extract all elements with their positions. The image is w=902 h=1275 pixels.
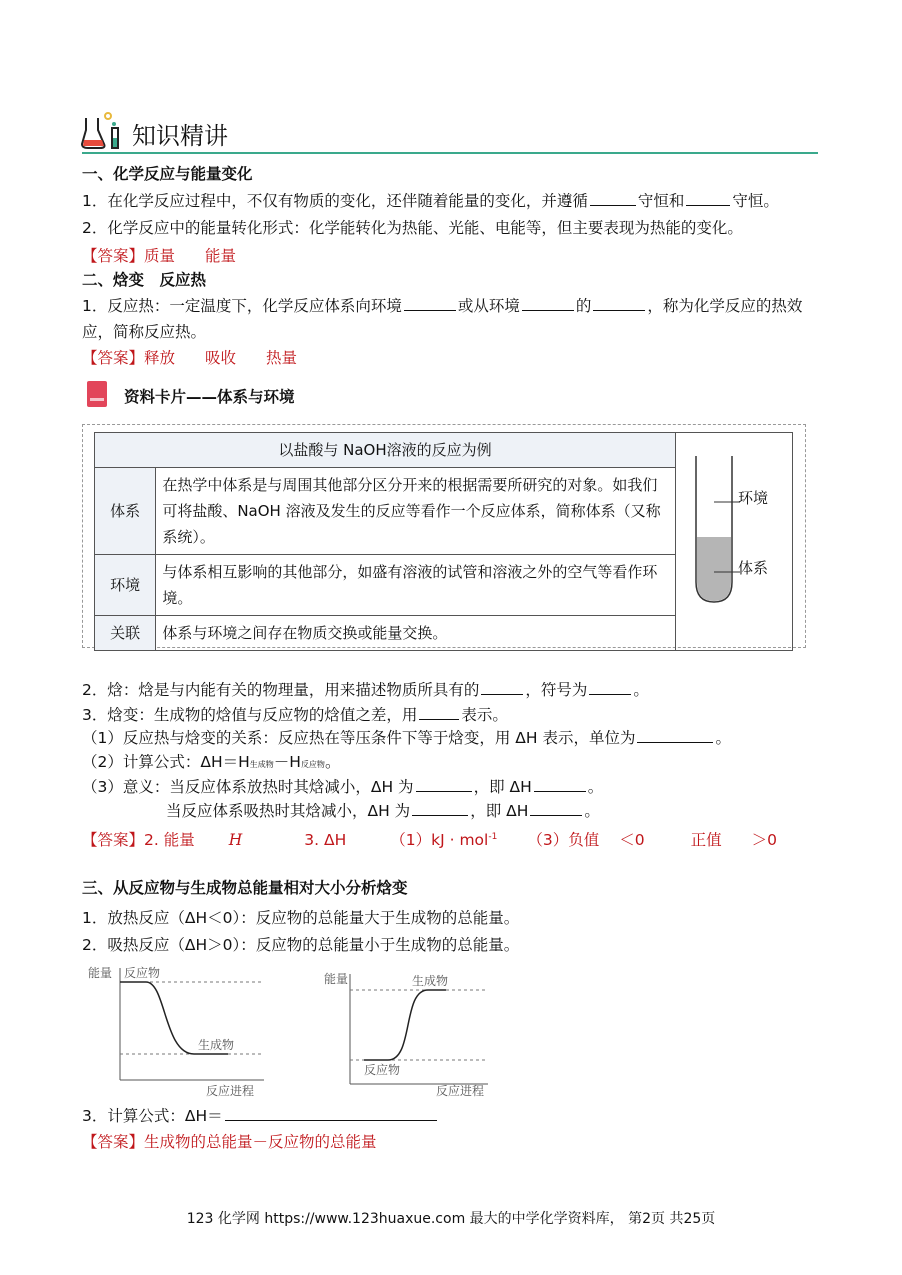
card-title: 资料卡片——体系与环境	[124, 388, 295, 406]
card-row-value: 在热学中体系是与周围其他部分区分开来的根据需要所研究的对象。如我们可将盐酸、NaOH 溶液及发生的反应等看作一个反应体系，简称体系（又称系统）。	[156, 468, 676, 555]
graph2-y-label: 能量	[324, 972, 349, 986]
test-tube-cell	[676, 433, 793, 651]
s2-line-3: 3．焓变：生成物的焓值与反应物的焓值之差，用 表示。	[82, 706, 508, 724]
s3-line-3: 3．计算公式：ΔH＝	[82, 1104, 439, 1126]
section-3-heading: 三、从反应物与生成物总能量相对大小分析焓变	[82, 879, 408, 897]
header-divider	[82, 152, 818, 154]
graph1-y-label: 能量	[88, 966, 113, 980]
card-row-label: 环境	[95, 555, 156, 616]
s2-answer: 【答案】释放 吸收 热量	[82, 349, 298, 367]
card-row-label: 体系	[95, 468, 156, 555]
graph2-bottom-label: 反应物	[364, 1063, 401, 1077]
s3-line-1: 1．放热反应（ΔH＜0）：反应物的总能量大于生成物的总能量。	[82, 909, 520, 927]
s3-line-2: 2．吸热反应（ΔH＞0）：反应物的总能量小于生成物的总能量。	[82, 936, 520, 954]
test-tube-diagram	[676, 442, 792, 634]
graph2-top-label: 生成物	[412, 974, 449, 988]
s2-point-1: （1）反应热与焓变的关系：反应热在等压条件下等于焓变，用 ΔH 表示，单位为 。	[82, 729, 731, 747]
graph2-x-label: 反应进程	[436, 1084, 485, 1098]
s1-line-2: 2．化学反应中的能量转化形式：化学能转化为热能、光能、电能等，但主要表现为热能的变化。	[82, 219, 743, 237]
info-card-table	[94, 432, 793, 651]
s2-line-1: 1．反应热：一定温度下，化学反应体系向环境 或从环境 的 ，称为化学反应的热效	[82, 297, 803, 315]
s3-answer: 【答案】生成物的总能量－反应物的总能量	[82, 1133, 377, 1151]
book-icon	[86, 380, 108, 408]
graph1-bottom-label: 生成物	[198, 1038, 235, 1052]
card-row-value: 与体系相互影响的其他部分，如盛有溶液的试管和溶液之外的空气等看作环境。	[156, 555, 676, 616]
section-title: 知识精讲	[132, 122, 228, 150]
s2-point-3-cont: 当反应体系吸热时其焓减小，ΔH 为 ，即 ΔH 。	[166, 802, 600, 820]
s2-point-3: （3）意义：当反应体系放热时其焓减小，ΔH 为 ，即 ΔH 。	[82, 778, 604, 796]
page-footer: 123 化学网 https://www.123huaxue.com 最大的中学化学资料库， 第2页 共25页	[186, 1211, 716, 1227]
s2-answer-2: 【答案】2. 能量 H 3. ΔH （1）kJ · mol$^{-1}$ （3）负值 ＜0 正值 ＞0	[82, 831, 777, 849]
graph1-x-label: 反应进程	[206, 1084, 255, 1098]
exothermic-energy-diagram	[86, 960, 276, 1100]
card-row-value: 体系与环境之间存在物质交换或能量交换。	[156, 616, 676, 651]
section-2-heading: 二、焓变 反应热	[82, 271, 207, 289]
s2-point-2: （2）计算公式：ΔH＝H生成物－H反应物。	[82, 753, 341, 771]
graph1-top-label: 反应物	[124, 966, 161, 980]
s2-line-1-cont: 应，简称反应热。	[82, 323, 207, 341]
card-table-header: 以盐酸与 NaOH溶液的反应为例	[95, 433, 676, 468]
s1-line-1: 1．在化学反应过程中，不仅有物质的变化，还伴随着能量的变化，并遵循 守恒和 守恒。	[82, 192, 779, 210]
section-1-heading: 一、化学反应与能量变化	[82, 165, 253, 183]
tube-label-system: 体系	[738, 559, 769, 577]
lab-flask-icon	[80, 110, 128, 152]
s2-line-2: 2．焓：焓是与内能有关的物理量，用来描述物质所具有的 ，符号为 。	[82, 681, 649, 699]
card-row-label: 关联	[95, 616, 156, 651]
s1-answer: 【答案】质量 能量	[82, 247, 237, 265]
tube-label-environment: 环境	[738, 489, 769, 507]
